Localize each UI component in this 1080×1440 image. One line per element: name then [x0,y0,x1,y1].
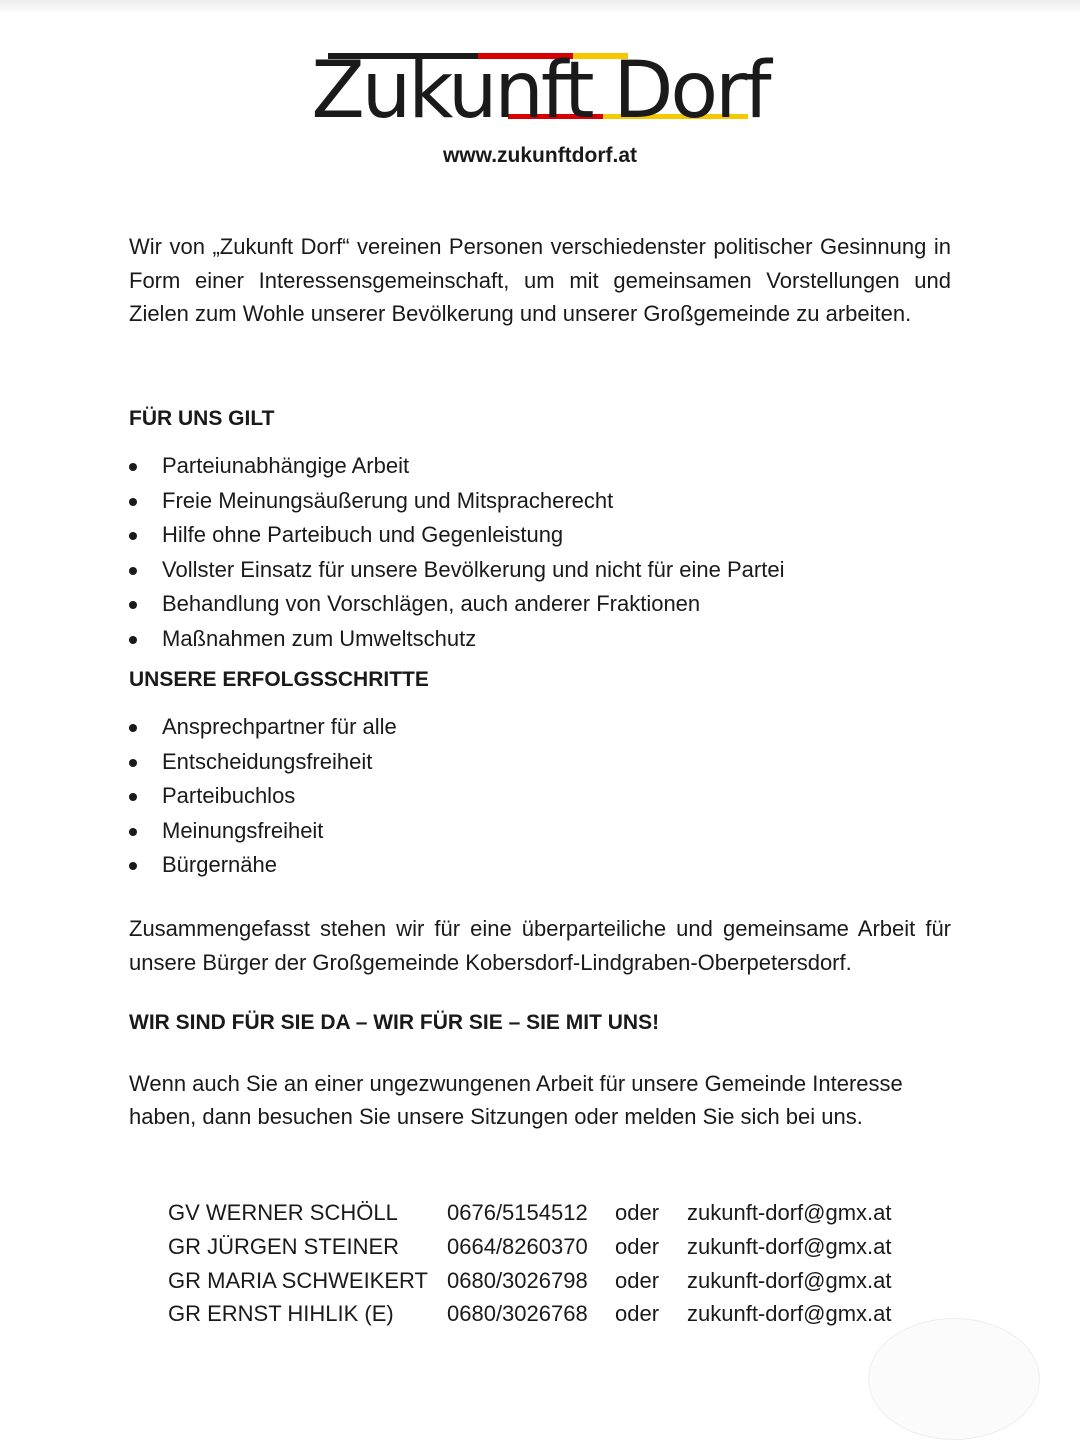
list-item: Behandlung von Vorschlägen, auch anderer Fraktionen [129,587,951,622]
contact-email[interactable]: zukunft-dorf@gmx.at [687,1301,892,1327]
contact-row [168,1196,928,1230]
list-item: Maßnahmen zum Umweltschutz [129,622,951,657]
contacts-list [168,1196,928,1331]
list-item: Hilfe ohne Parteibuch und Gegenleistung [129,518,951,553]
section-heading-principles: FÜR UNS GILT [129,406,275,430]
contact-name: GV WERNER SCHÖLL [168,1200,398,1225]
contact-or: oder [615,1200,660,1225]
list-item: Ansprechpartner für alle [129,710,951,745]
list-item: Parteibuchlos [129,779,951,814]
slogan: WIR SIND FÜR SIE DA – WIR FÜR SIE – SIE MIT UNS! [129,1011,660,1035]
contact-phone[interactable]: 0680/3026798 [447,1267,588,1293]
contact-or: oder [615,1267,660,1293]
contact-email[interactable]: zukunft-dorf@gmx.at [687,1200,892,1225]
contact-or: oder [615,1301,660,1327]
invitation-paragraph: Wenn auch Sie an einer ungezwungenen Arbeit für unsere Gemeinde Interesse haben, dann besuchen Sie unsere Sitzungen oder melden Sie sich bei uns. [129,1070,903,1130]
spacer [129,435,951,449]
spacer [129,1040,951,1067]
contact-email[interactable]: zukunft-dorf@gmx.at [687,1233,892,1259]
contact-or: oder [615,1233,660,1259]
document-body [129,230,951,1134]
intro-paragraph: Wir von „Zukunft Dorf“ vereinen Personen verschiedenster politischer Gesinnung in Form einer Interessensgemeinschaft, um mit gemeinsamen Vorstellungen und Zielen zum Wohle unserer Bevölkerung und unserer Großgemeinde zu arbeiten. [129,234,951,326]
list-item: Vollster Einsatz für unsere Bevölkerung und nicht für eine Partei [129,553,951,588]
summary-paragraph: Zusammengefasst stehen wir für eine überparteiliche und gemeinsame Arbeit für unsere Bürger der Großgemeinde Kobersdorf-Lindgraben-Oberpetersdorf. [129,916,951,975]
spacer [129,979,951,1006]
contact-phone[interactable]: 0664/8260370 [447,1233,588,1259]
contact-name: GR ERNST HIHLIK (E) [168,1301,394,1327]
logo-graphic [300,40,780,130]
list-item: Freie Meinungsäußerung und Mitspracherecht [129,484,951,519]
list-item: Meinungsfreiheit [129,814,951,849]
contact-row [168,1264,928,1298]
contact-row [168,1297,928,1331]
logo-text: Zukunft Dorf [311,46,769,130]
list-item: Parteiunabhängige Arbeit [129,449,951,484]
contact-row [168,1230,928,1264]
contact-phone[interactable]: 0680/3026768 [447,1301,588,1327]
spacer [129,696,951,710]
corner-overlay [868,1318,1040,1440]
top-shade [0,0,1080,14]
spacer [129,883,951,912]
contact-phone[interactable]: 0676/5154512 [447,1200,588,1225]
contact-name: GR MARIA SCHWEIKERT [168,1267,428,1293]
list-item: Bürgernähe [129,848,951,883]
zukunft-dorf-logo [0,40,1080,130]
list-item: Entscheidungsfreiheit [129,745,951,780]
success-steps-list [129,710,951,883]
section-heading-success-steps: UNSERE ERFOLGSSCHRITTE [129,667,429,691]
website-url[interactable]: www.zukunftdorf.at [442,144,638,167]
contact-email[interactable]: zukunft-dorf@gmx.at [687,1267,892,1293]
spacer [129,331,951,402]
contact-name: GR JÜRGEN STEINER [168,1233,400,1259]
principles-list [129,449,951,657]
